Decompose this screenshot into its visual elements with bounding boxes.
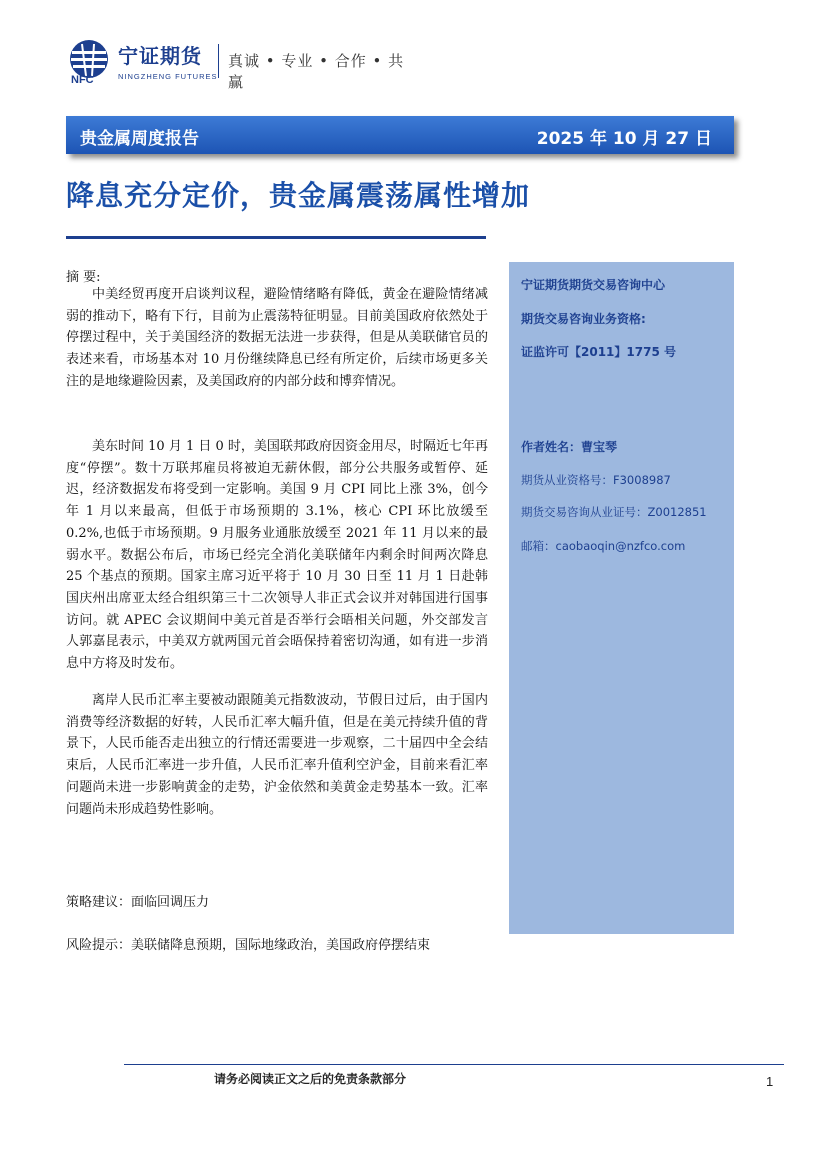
abstract-paragraph: 中美经贸再度开启谈判议程，避险情绪略有降低，黄金在避险情绪减弱的推动下，略有下行，目前为止震荡特征明显。目前美国政府依然处于停摆过程中，关于美国经济的数据无法进一步获得，但是从美联储官员的表述来看，市场基本对 10 月份继续降息已经有所定价，后续市场更多关注的是地缘避险因素，及美国政府的内部分歧和博弈情况。 xyxy=(66,287,488,389)
abstract-paragraph: 离岸人民币汇率主要被动跟随美元指数波动，节假日过后，由于国内消费等经济数据的好转，人民币汇率大幅升值，但是在美元持续升值的背景下，人民币能否走出独立的行情还需要进一步观察，二十届四中全会结束后，人民币汇率进一步升值，人民币汇率升值利空沪金，目前来看汇率问题尚未进一步影响黄金的走势，沪金依然和美黄金走势基本一致。汇率问题尚未形成趋势性影响。 xyxy=(66,693,488,817)
report-date: 2025 年 10 月 27 日 xyxy=(536,129,712,149)
strategy-suggestion: 策略建议：面临回调压力 xyxy=(66,895,210,910)
footer-disclaimer: 请务必阅读正文之后的免责条款部分 xyxy=(214,1072,407,1086)
sidebar-org: 宁证期货期货交易咨询中心 xyxy=(521,278,666,292)
company-abbr: NFC xyxy=(71,74,94,86)
sidebar-consult-no: 期货交易咨询从业证号：Z0012851 xyxy=(521,505,707,519)
logo-divider xyxy=(218,44,219,78)
page-number: 1 xyxy=(766,1074,774,1089)
abstract-paragraph: 美东时间 10 月 1 日 0 时，美国联邦政府因资金用尽，时隔近七年再度“停摆”。数十万联邦雇员将被迫无薪休假，部分公共服务或暂停、延迟，经济数据发布将受到一定影响。美国 9 月 CPI 同比上涨 3%，创今年 1 月以来最高，但低于市场预期的 3.1%，核心 CPI 环比放缓至 0.2%,也低于市场预期。9 月服务业通胀放缓至 2021 年 11 月以来的最弱水平。数据公布后，市场已经完全消化美联储年内剩余时间两次降息 25 个基点的预期。国家主席习近平将于 10 月 30 日至 11 月 1 日赴韩国庆州出席亚太经合组织第三十二次领导人非正式会议并对韩国进行国事访问。就 APEC 会议期间中美元首是否举行会晤相关问题，外交部发言人郭嘉昆表示，中美双方就两国元首会晤保持着密切沟通，如有进一步消息中方将及时发布。 xyxy=(66,439,488,672)
sidebar-author: 作者姓名：曹宝琴 xyxy=(521,440,618,454)
footer-divider xyxy=(124,1064,784,1065)
report-type: 贵金属周度报告 xyxy=(80,129,199,149)
sidebar-license: 证监许可【2011】1775 号 xyxy=(521,345,676,359)
sidebar-practice-no: 期货从业资格号：F3008987 xyxy=(521,473,671,487)
page-title: 降息充分定价，贵金属震荡属性增加 xyxy=(66,179,531,212)
company-name-en: NINGZHENG FUTURES xyxy=(118,72,218,81)
company-slogan: 真诚 • 专业 • 合作 • 共赢 xyxy=(228,52,405,91)
risk-warning: 风险提示：美联储降息预期，国际地缘政治，美国政府停摆结束 xyxy=(66,938,431,953)
report-banner xyxy=(66,116,734,154)
company-logo xyxy=(68,36,408,91)
sidebar-email[interactable]: 邮箱：caobaoqin@nzfco.com xyxy=(521,539,686,553)
abstract-label: 摘 要: xyxy=(66,270,101,285)
company-name-cn: 宁证期货 xyxy=(118,44,202,68)
sidebar-qualification-label: 期货交易咨询业务资格: xyxy=(521,312,646,326)
analyst-sidebar xyxy=(509,262,734,934)
title-divider xyxy=(66,236,486,239)
